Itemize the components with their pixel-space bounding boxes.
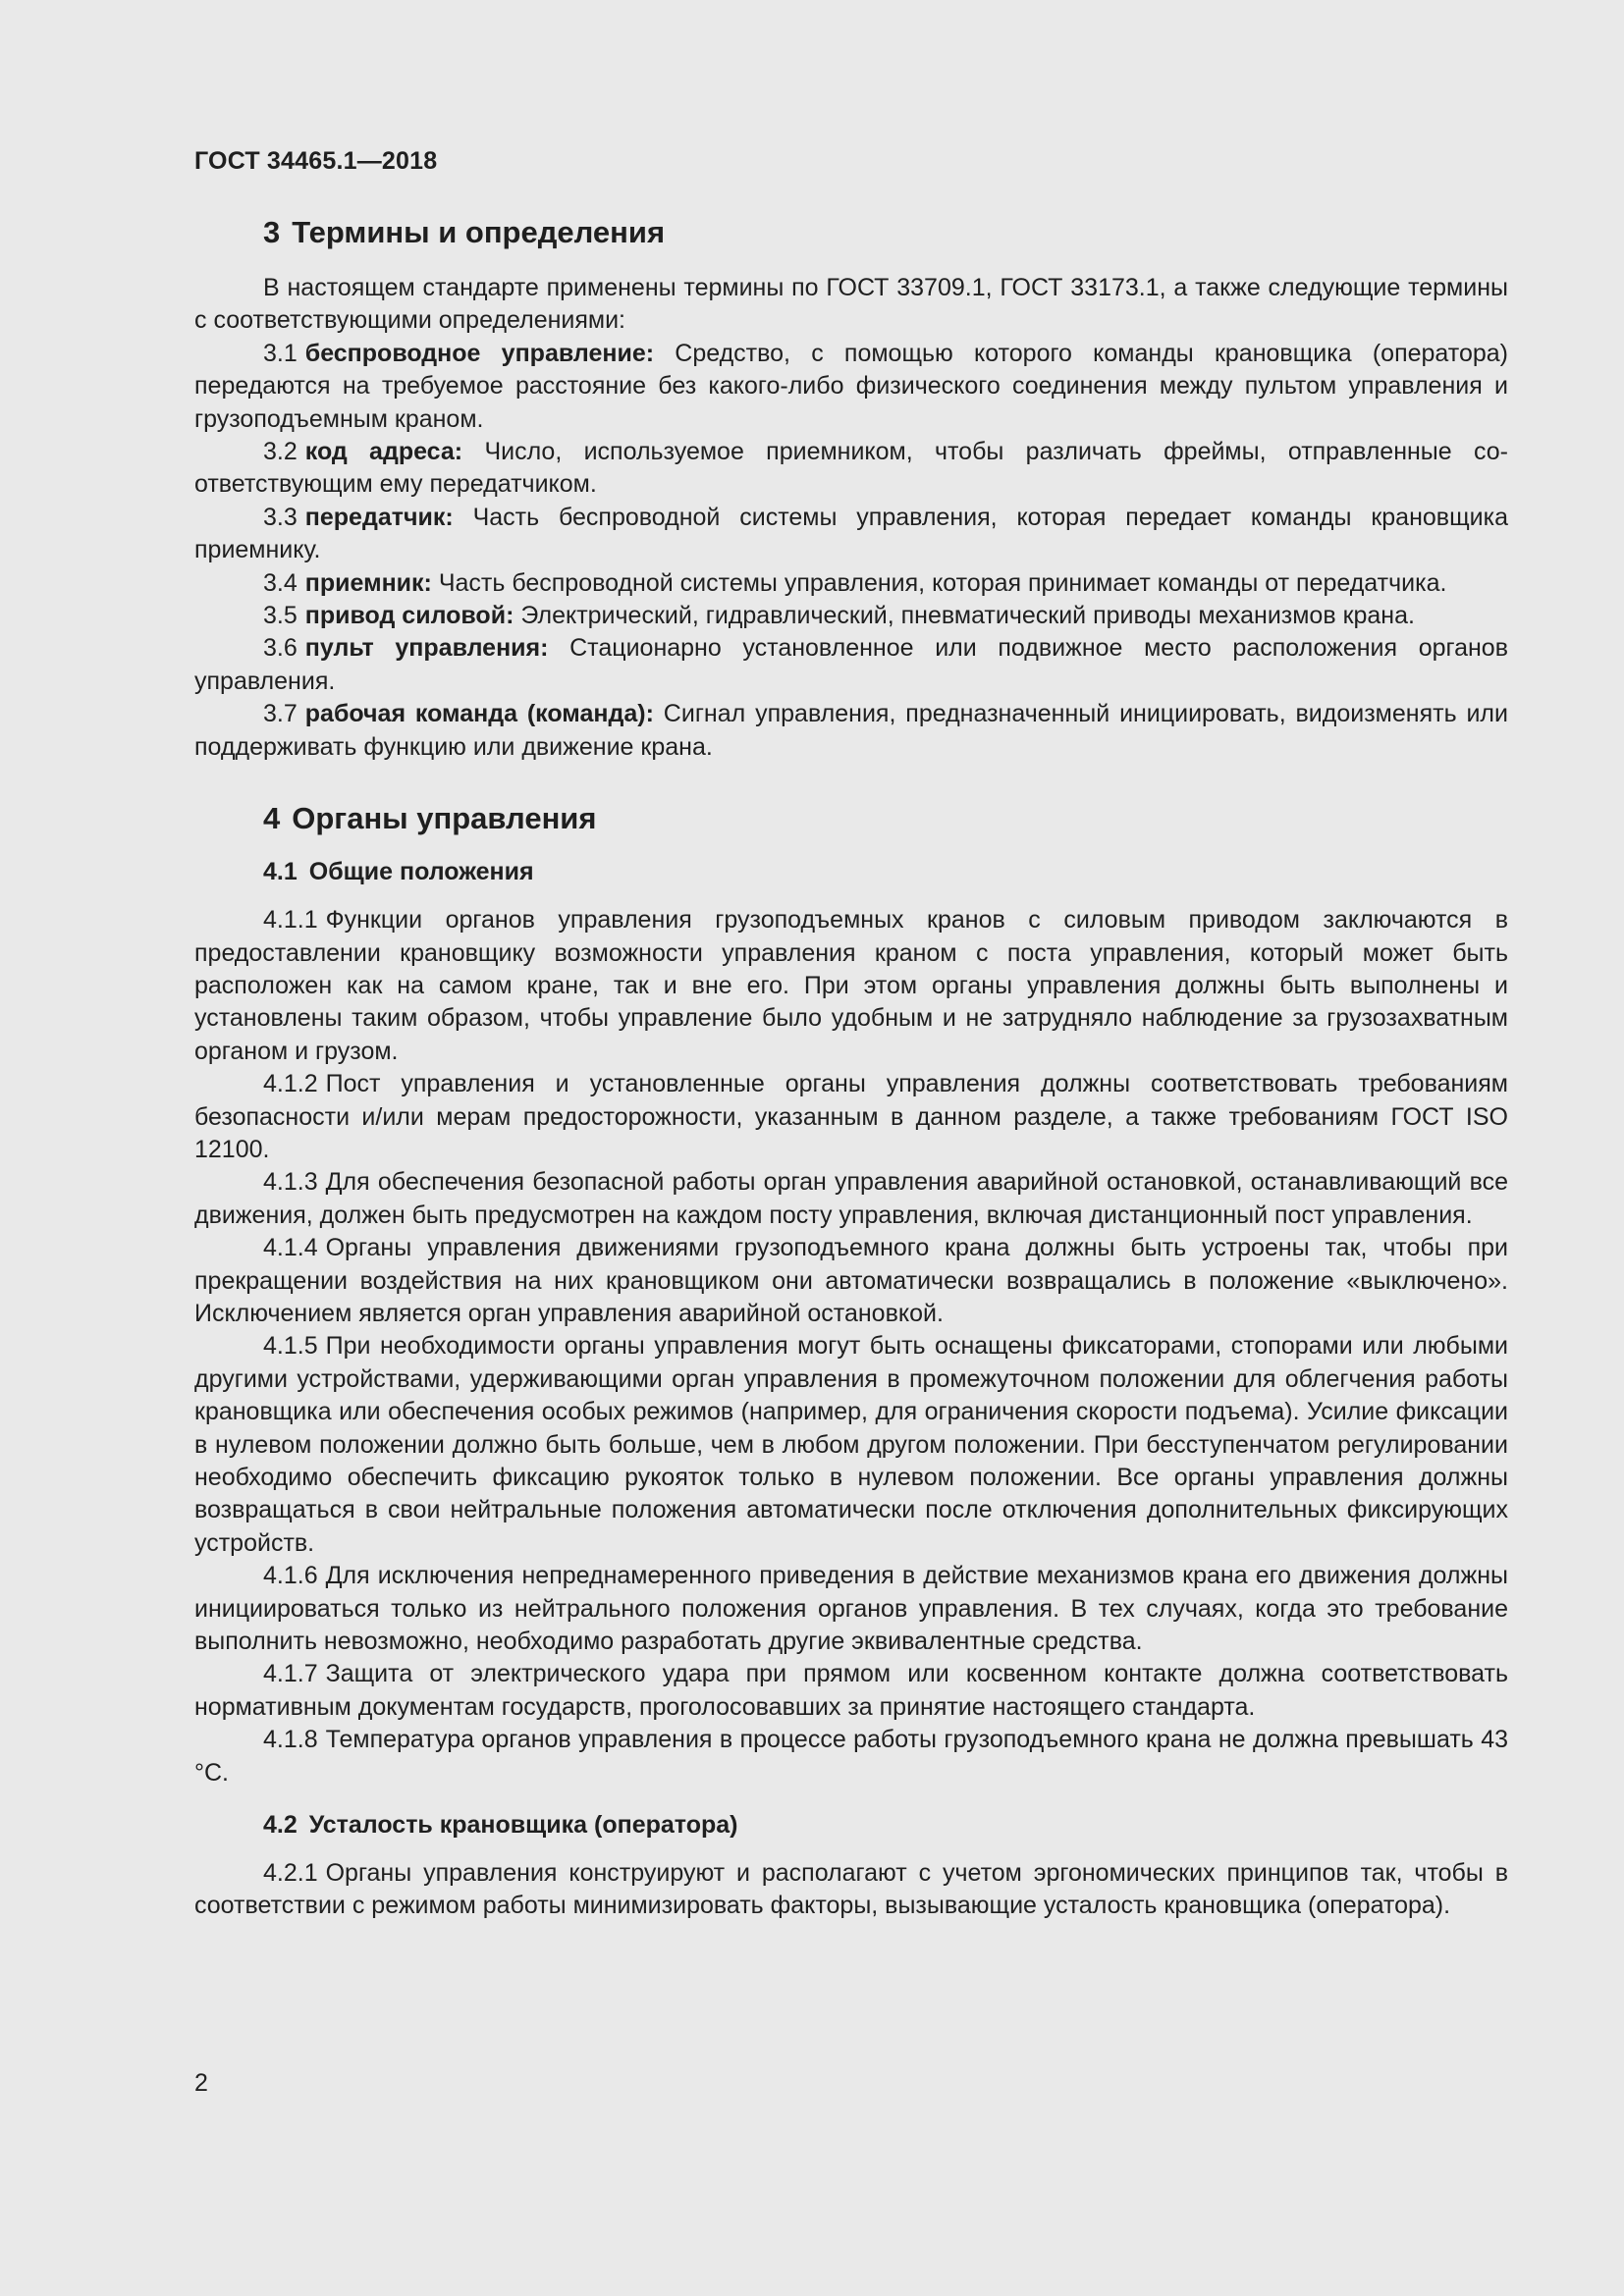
clause-number: 4.2.1	[263, 1859, 318, 1888]
term-definition: Стационарно установленное или подвижное место расположения органов управления.	[194, 634, 1508, 695]
term-number: 3.4	[263, 568, 298, 597]
term-definition: Электрический, гидравлический, пневматический приводы механизмов крана.	[520, 602, 1415, 630]
term-number: 3.3	[263, 503, 298, 531]
clause-number: 4.1.7	[263, 1660, 318, 1688]
section-title-text: Термины и определения	[292, 215, 666, 249]
section-number: 3	[263, 215, 281, 249]
subsection-number: 4.1	[263, 858, 298, 886]
term-3-1	[194, 338, 1508, 436]
term-definition: Часть беспроводной системы управления, которая передает команды крановщика приемнику.	[194, 503, 1508, 564]
clause-text: Для обеспечения безопасной работы орган управления аварийной остановкой, останавливающий все движения, должен быть предусмотрен на каждом посту управления, включая дистанционный пост управления.	[194, 1168, 1508, 1229]
clause-number: 4.1.6	[263, 1562, 318, 1590]
clause-4-1-5	[194, 1330, 1508, 1560]
term-number: 3.2	[263, 438, 298, 466]
term-number: 3.7	[263, 700, 298, 728]
clause-4-1-2	[194, 1068, 1508, 1166]
clause-text: При необходимости органы управления могут быть оснащены фиксаторами, стопорами или любыми другими устройствами, удерживающими орган управления в промежуточном положении для облегчения работы крановщика или обеспечения особых режимов (например, для ограничения скорости подъема). Усилие фиксации в нулевом положении должно быть больше, чем в любом другом положении. При бесступенчатом регулировании необходимо обеспечить фиксацию рукояток только в нулевом положении. Все органы управления должны возвращаться в свои нейтральные положения автоматически после отключения дополнительных фиксирующих устройств.	[194, 1332, 1508, 1557]
term-name: беспроводное управление:	[304, 339, 655, 367]
clause-4-1-6	[194, 1560, 1508, 1658]
term-name: привод силовой:	[304, 602, 514, 630]
subsection-number: 4.2	[263, 1811, 298, 1840]
section-number: 4	[263, 801, 281, 836]
subsection-4-2-title	[194, 1811, 1508, 1840]
term-definition: Сигнал управления, предназначенный инициировать, видоизменять или поддерживать функцию или движение крана.	[194, 700, 1508, 761]
clause-text: Температура органов управления в процессе работы грузоподъемного крана не должна превышать 43 °С.	[194, 1726, 1508, 1787]
term-number: 3.1	[263, 339, 298, 367]
clause-text: Органы управления конструируют и располагают с учетом эргономических принципов так, чтобы в соответствии с режимом работы минимизировать факторы, вызывающие усталость крановщика (оператора).	[194, 1859, 1508, 1920]
clause-4-1-3	[194, 1166, 1508, 1232]
clause-4-1-1	[194, 904, 1508, 1068]
clause-number: 4.1.3	[263, 1168, 318, 1197]
term-3-2	[194, 436, 1508, 502]
clause-number: 4.1.1	[263, 906, 318, 934]
term-definition: Средство, с помощью которого команды крановщика (оператора) передаются на требуемое расстояние без какого-либо физического соединения между пультом управления и грузоподъемным краном.	[194, 339, 1508, 433]
clause-4-2-1	[194, 1857, 1508, 1923]
term-name: приемник:	[304, 568, 432, 597]
term-3-5	[194, 600, 1508, 632]
spacer	[194, 1789, 1508, 1811]
term-definition: Часть беспроводной системы управления, которая принимает команды от передатчика.	[438, 568, 1447, 597]
section-title-text: Органы управления	[292, 801, 597, 836]
clause-4-1-7	[194, 1658, 1508, 1724]
term-name: код адреса:	[304, 438, 463, 466]
clause-number: 4.1.4	[263, 1234, 318, 1262]
spacer	[194, 764, 1508, 801]
term-3-4	[194, 567, 1508, 600]
clause-4-1-8	[194, 1724, 1508, 1789]
clause-number: 4.1.2	[263, 1070, 318, 1098]
clause-text: Пост управления и установленные органы управления должны соответствовать требованиям безопасности и/или мерам предосторожности, указанным в данном разделе, а также требованиям ГОСТ ISO 12100.	[194, 1070, 1508, 1163]
term-name: передатчик:	[304, 503, 454, 531]
term-definition: Число, используемое приемником, чтобы различать фреймы, отправленные соответствующим ему передатчиком.	[194, 438, 1508, 499]
term-3-7	[194, 698, 1508, 764]
term-name: рабочая команда (команда):	[304, 700, 654, 728]
term-number: 3.5	[263, 602, 298, 630]
clause-text: Для исключения непреднамеренного приведения в действие механизмов крана его движения должны инициироваться только из нейтрального положения органов управления. В тех случаях, когда это требование выполнить невозможно, необходимо разработать другие эквивалентные средства.	[194, 1562, 1508, 1656]
page-number: 2	[194, 2069, 208, 2097]
clause-number: 4.1.5	[263, 1332, 318, 1361]
document-id: ГОСТ 34465.1—2018	[194, 147, 438, 175]
term-number: 3.6	[263, 634, 298, 663]
clause-text: Функции органов управления грузоподъемных кранов с силовым приводом заключаются в предоставлении крановщику возможности управления краном с поста управления, который может быть расположен как на самом кране, так и вне его. При этом органы управления должны быть выполнены и установлены таким образом, чтобы управление было удобным и не затрудняло наблюдение за грузозахватным органом и грузом.	[194, 906, 1508, 1065]
subsection-4-1-title	[194, 858, 1508, 886]
clause-4-1-4	[194, 1232, 1508, 1330]
section-4-title	[194, 801, 1508, 836]
subsection-title-text: Общие положения	[308, 858, 534, 886]
section-3-title	[194, 215, 1508, 250]
term-3-6	[194, 632, 1508, 698]
subsection-title-text: Усталость крановщика (оператора)	[308, 1811, 738, 1840]
term-name: пульт управления:	[304, 634, 549, 663]
term-3-3	[194, 502, 1508, 567]
clause-text: Органы управления движениями грузоподъемного крана должны быть устроены так, чтобы при прекращении воздействия на них крановщиком они автоматически возвращались в положение «выключено». Исключением является орган управления аварийной остановкой.	[194, 1234, 1508, 1327]
clause-text: Защита от электрического удара при прямом или косвенном контакте должна соответствовать нормативным документам государств, проголосовавших за принятие настоящего стандарта.	[194, 1660, 1508, 1721]
clause-number: 4.1.8	[263, 1726, 318, 1754]
section-3-intro: В настоящем стандарте применены термины по ГОСТ 33709.1, ГОСТ 33173.1, а также следующие термины с соответствующими определениями:	[194, 274, 1508, 335]
